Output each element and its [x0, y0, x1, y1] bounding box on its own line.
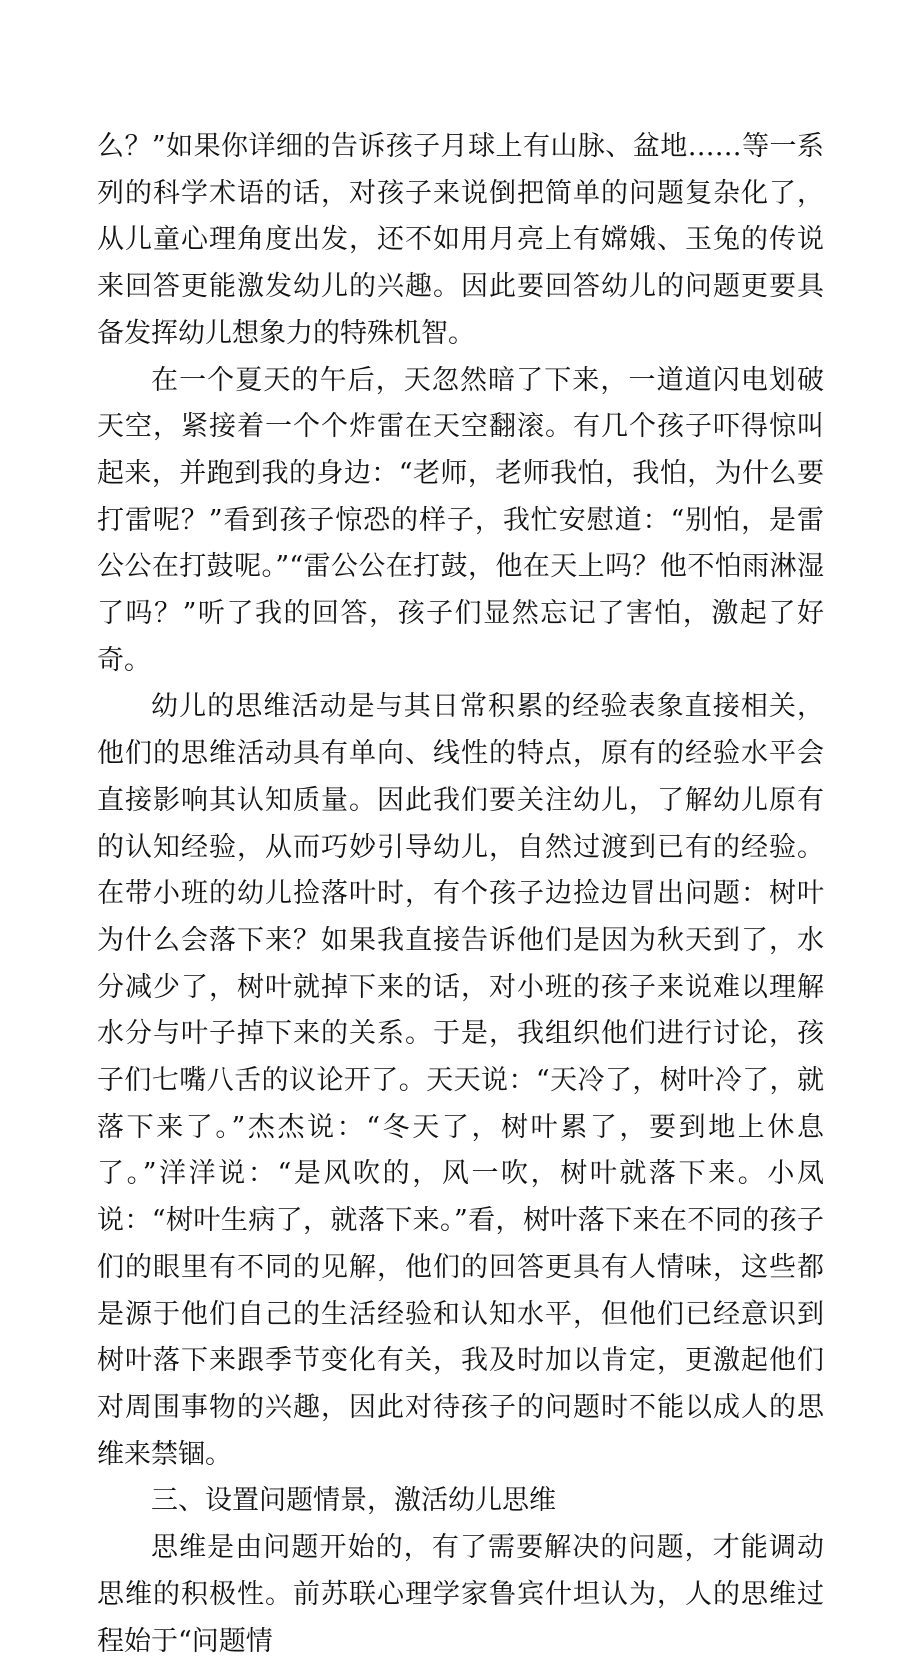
paragraph-leaves-story: 幼儿的思维活动是与其日常积累的经验表象直接相关，他们的思维活动具有单向、线性的特点，原有的经验水平会直接影响其认知质量。因此我们要关注幼儿，了解幼儿原有的认知经验，从而巧妙引导幼儿，自然过渡到已有的经验。在带小班的幼儿捡落叶时，有个孩子边捡边冒出问题：树叶为什么会落下来？如果我直接告诉他们是因为秋天到了，水分减少了，树叶就掉下来的话，对小班的孩子来说难以理解水分与叶子掉下来的关系。于是，我组织他们进行讨论，孩子们七嘴八舌的议论开了。天天说：“天冷了，树叶冷了，就落下来了。”杰杰说：“冬天了，树叶累了，要到地上休息了。”洋洋说：“是风吹的，风一吹，树叶就落下来。小凤说：“树叶生病了，就落下来。”看，树叶落下来在不同的孩子们的眼里有不同的见解，他们的回答更具有人情味，这些都是源于他们自己的生活经验和认知水平，但他们已经意识到树叶落下来跟季节变化有关，我及时加以肯定，更激起他们对周围事物的兴趣，因此对待孩子的问题时不能以成人的思维来禁锢。 — [97, 691, 824, 1470]
body-text — [97, 124, 824, 1665]
section-heading: 三、设置问题情景，激活幼儿思维 — [151, 1485, 556, 1517]
paragraph-thinking-problem: 思维是由问题开始的，有了需要解决的问题，才能调动思维的积极性。前苏联心理学家鲁宾什坦认为，人的思维过程始于“问题情 — [97, 1532, 824, 1657]
paragraph-thunder-story: 在一个夏天的午后，天忽然暗了下来，一道道闪电划破天空，紧接着一个个炸雷在天空翻滚。有几个孩子吓得惊叫起来，并跑到我的身边：“老师，老师我怕，我怕，为什么要打雷呢？”看到孩子惊恐的样子，我忙安慰道：“别怕，是雷公公在打鼓呢。”“雷公公在打鼓，他在天上吗？他不怕雨淋湿了吗？”听了我的回答，孩子们显然忘记了害怕，激起了好奇。 — [97, 364, 824, 676]
paragraph-continued: 么？”如果你详细的告诉孩子月球上有山脉、盆地……等一系列的科学术语的话，对孩子来说倒把简单的问题复杂化了，从儿童心理角度出发，还不如用月亮上有嫦娥、玉兔的传说来回答更能激发幼儿的兴趣。因此要回答幼儿的问题更要具备发挥幼儿想象力的特殊机智。 — [97, 131, 824, 349]
